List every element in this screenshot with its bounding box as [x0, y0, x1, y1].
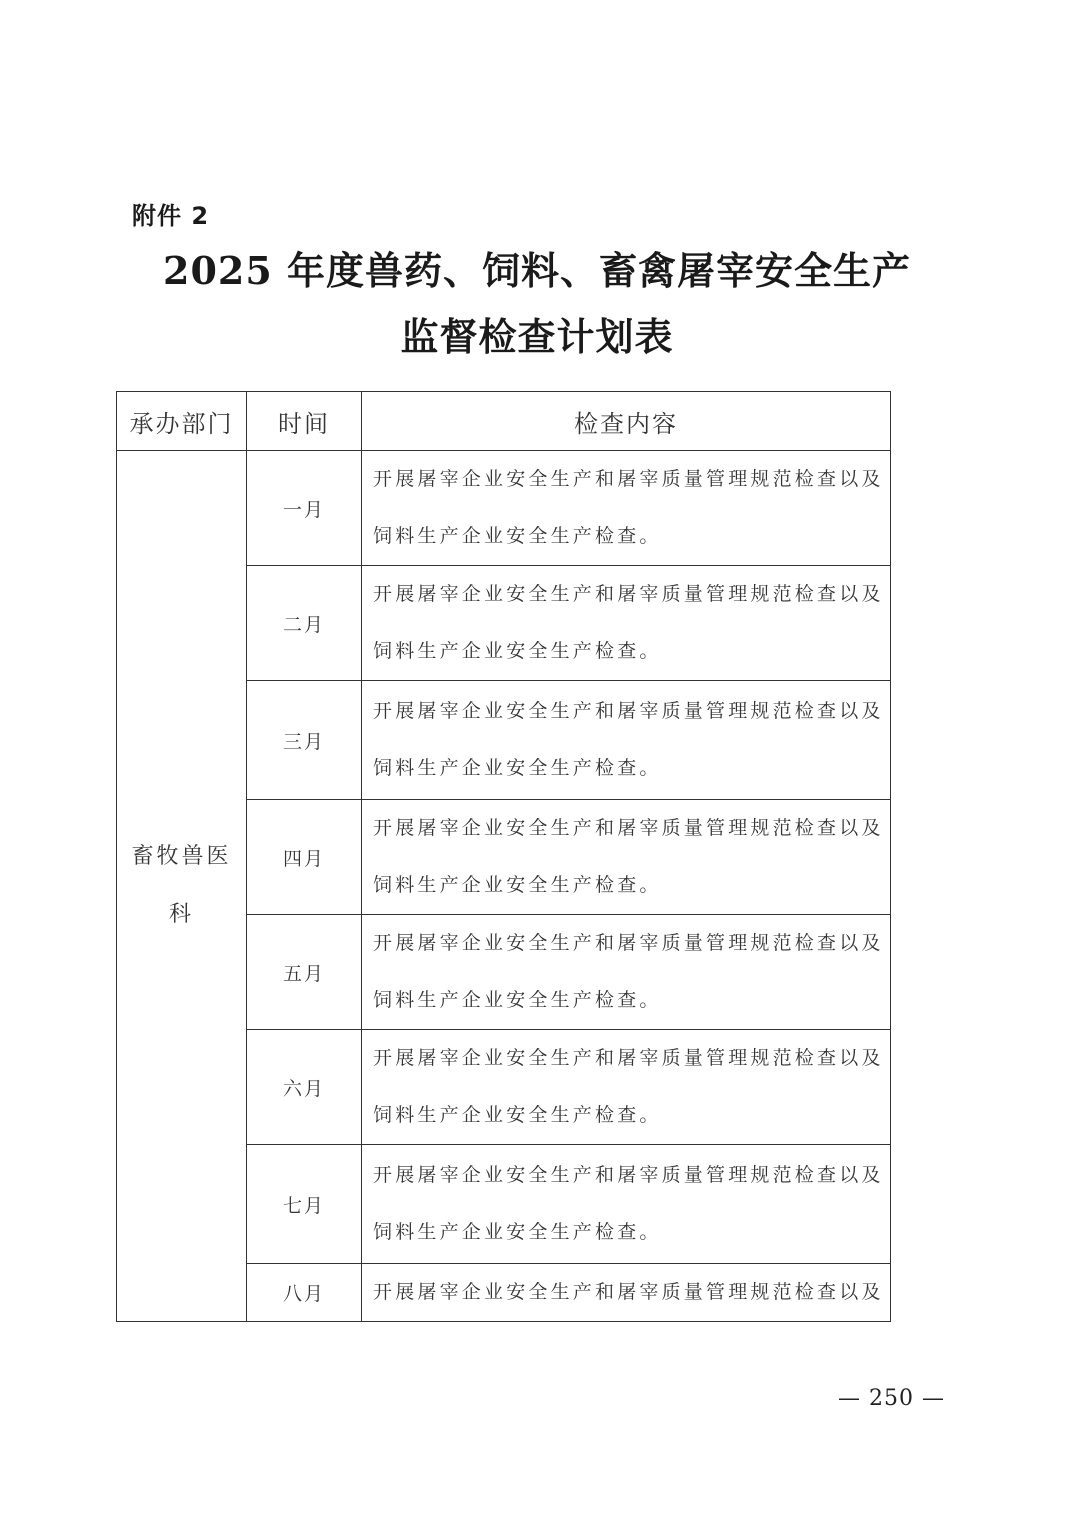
header-content: 检查内容: [362, 392, 891, 451]
content-cell: [362, 451, 891, 566]
content-line: 开展屠宰企业安全生产和屠宰质量管理规范检查以及: [373, 1047, 884, 1069]
month-cell: 二月: [247, 566, 362, 681]
content-cell: [362, 1030, 891, 1145]
content-cell: [362, 915, 891, 1030]
content-line: 开展屠宰企业安全生产和屠宰质量管理规范检查以及: [373, 1281, 884, 1303]
document-title-line-2: 监督检查计划表: [400, 314, 674, 359]
month-cell: 八月: [247, 1264, 362, 1322]
content-cell: [362, 1145, 891, 1264]
table-row: [117, 451, 891, 566]
content-cell: [362, 800, 891, 915]
page-number: — 250 —: [838, 1386, 945, 1411]
content-line: 饲料生产企业安全生产检查。: [373, 640, 662, 662]
content-line: 开展屠宰企业安全生产和屠宰质量管理规范检查以及: [373, 700, 884, 722]
document-title-line-1: 2025 年度兽药、饲料、畜禽屠宰安全生产: [163, 248, 911, 293]
attachment-label: 附件 2: [132, 202, 210, 230]
content-line: 开展屠宰企业安全生产和屠宰质量管理规范检查以及: [373, 1164, 884, 1186]
content-line: 饲料生产企业安全生产检查。: [373, 1104, 662, 1126]
month-cell: 六月: [247, 1030, 362, 1145]
content-cell: [362, 566, 891, 681]
content-line: 饲料生产企业安全生产检查。: [373, 1221, 662, 1243]
content-cell: [362, 681, 891, 800]
month-cell: 四月: [247, 800, 362, 915]
month-cell: 一月: [247, 451, 362, 566]
content-line: 开展屠宰企业安全生产和屠宰质量管理规范检查以及: [373, 932, 884, 954]
table-header-row: [117, 392, 891, 451]
content-line: 饲料生产企业安全生产检查。: [373, 989, 662, 1011]
header-time: 时间: [247, 392, 362, 451]
content-line: 开展屠宰企业安全生产和屠宰质量管理规范检查以及: [373, 583, 884, 605]
content-line: 开展屠宰企业安全生产和屠宰质量管理规范检查以及: [373, 817, 884, 839]
inspection-plan-table: [116, 391, 891, 1322]
content-cell: [362, 1264, 891, 1322]
content-line: 饲料生产企业安全生产检查。: [373, 525, 662, 547]
month-cell: 五月: [247, 915, 362, 1030]
content-line: 饲料生产企业安全生产检查。: [373, 757, 662, 779]
month-cell: 三月: [247, 681, 362, 800]
header-department: 承办部门: [117, 392, 247, 451]
content-line: 开展屠宰企业安全生产和屠宰质量管理规范检查以及: [373, 468, 884, 490]
content-line: 饲料生产企业安全生产检查。: [373, 874, 662, 896]
department-cell: 畜牧兽医科: [117, 451, 247, 1322]
month-cell: 七月: [247, 1145, 362, 1264]
